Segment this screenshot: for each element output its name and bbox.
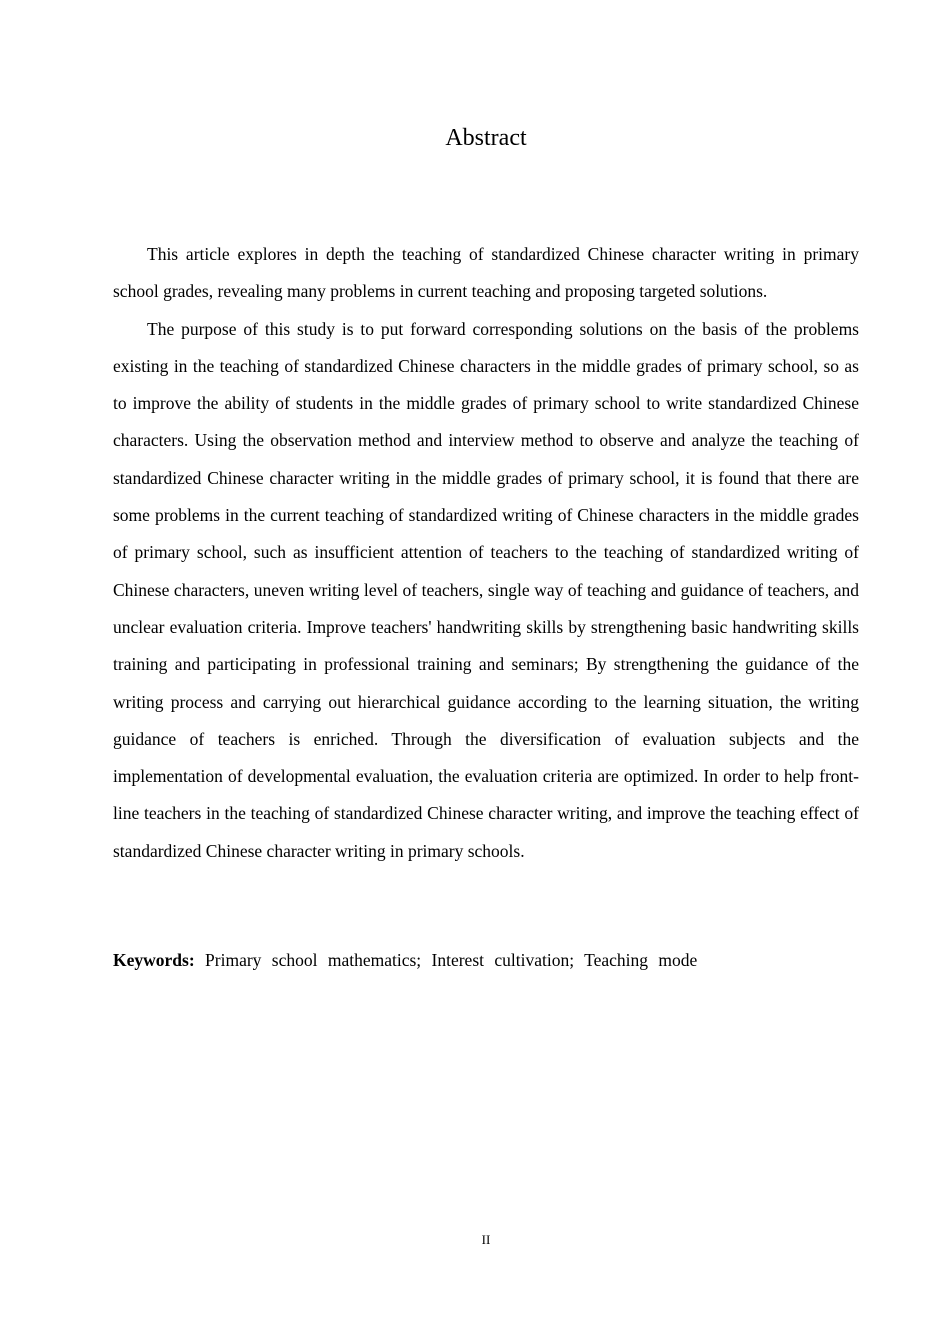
keywords-list: Primary school mathematics; Interest cultivation; Teaching mode: [205, 950, 698, 970]
page-title: Abstract: [445, 125, 527, 151]
page-number: II: [481, 1232, 491, 1247]
abstract-paragraph-2: The purpose of this study is to put forward corresponding solutions on the basis of the problems existing in the teaching of standardized Chinese characters in the middle grades of primary school, so as to improve the ability of students in the middle grades of primary school to write standardized Chinese characters. Using the observation method and interview method to observe and analyze the teaching of standardized Chinese character writing in the middle grades of primary school, it is found that there are some problems in the current teaching of standardized writing of Chinese characters in the middle grades of primary school, such as insufficient attention of teachers to the teaching of standardized writing of Chinese characters, uneven writing level of teachers, single way of teaching and guidance of teachers, and unclear evaluation criteria. Improve teachers' handwriting skills by strengthening basic handwriting skills training and participating in professional training and seminars; By strengthening the guidance of the writing process and carrying out hierarchical guidance according to the learning situation, the writing guidance of teachers is enriched. Through the diversification of evaluation subjects and the implementation of developmental evaluation, the evaluation criteria are optimized. In order to help front-line teachers in the teaching of standardized Chinese character writing, and improve the teaching effect of standardized Chinese character writing in primary schools.: [113, 318, 859, 861]
keywords-line: [113, 942, 859, 978]
abstract-body: [113, 236, 859, 870]
abstract-paragraph-1: This article explores in depth the teaching of standardized Chinese character writing in primary school grades, revealing many problems in current teaching and proposing targeted solutions.: [113, 244, 859, 302]
keywords-label: Keywords:: [113, 950, 195, 970]
